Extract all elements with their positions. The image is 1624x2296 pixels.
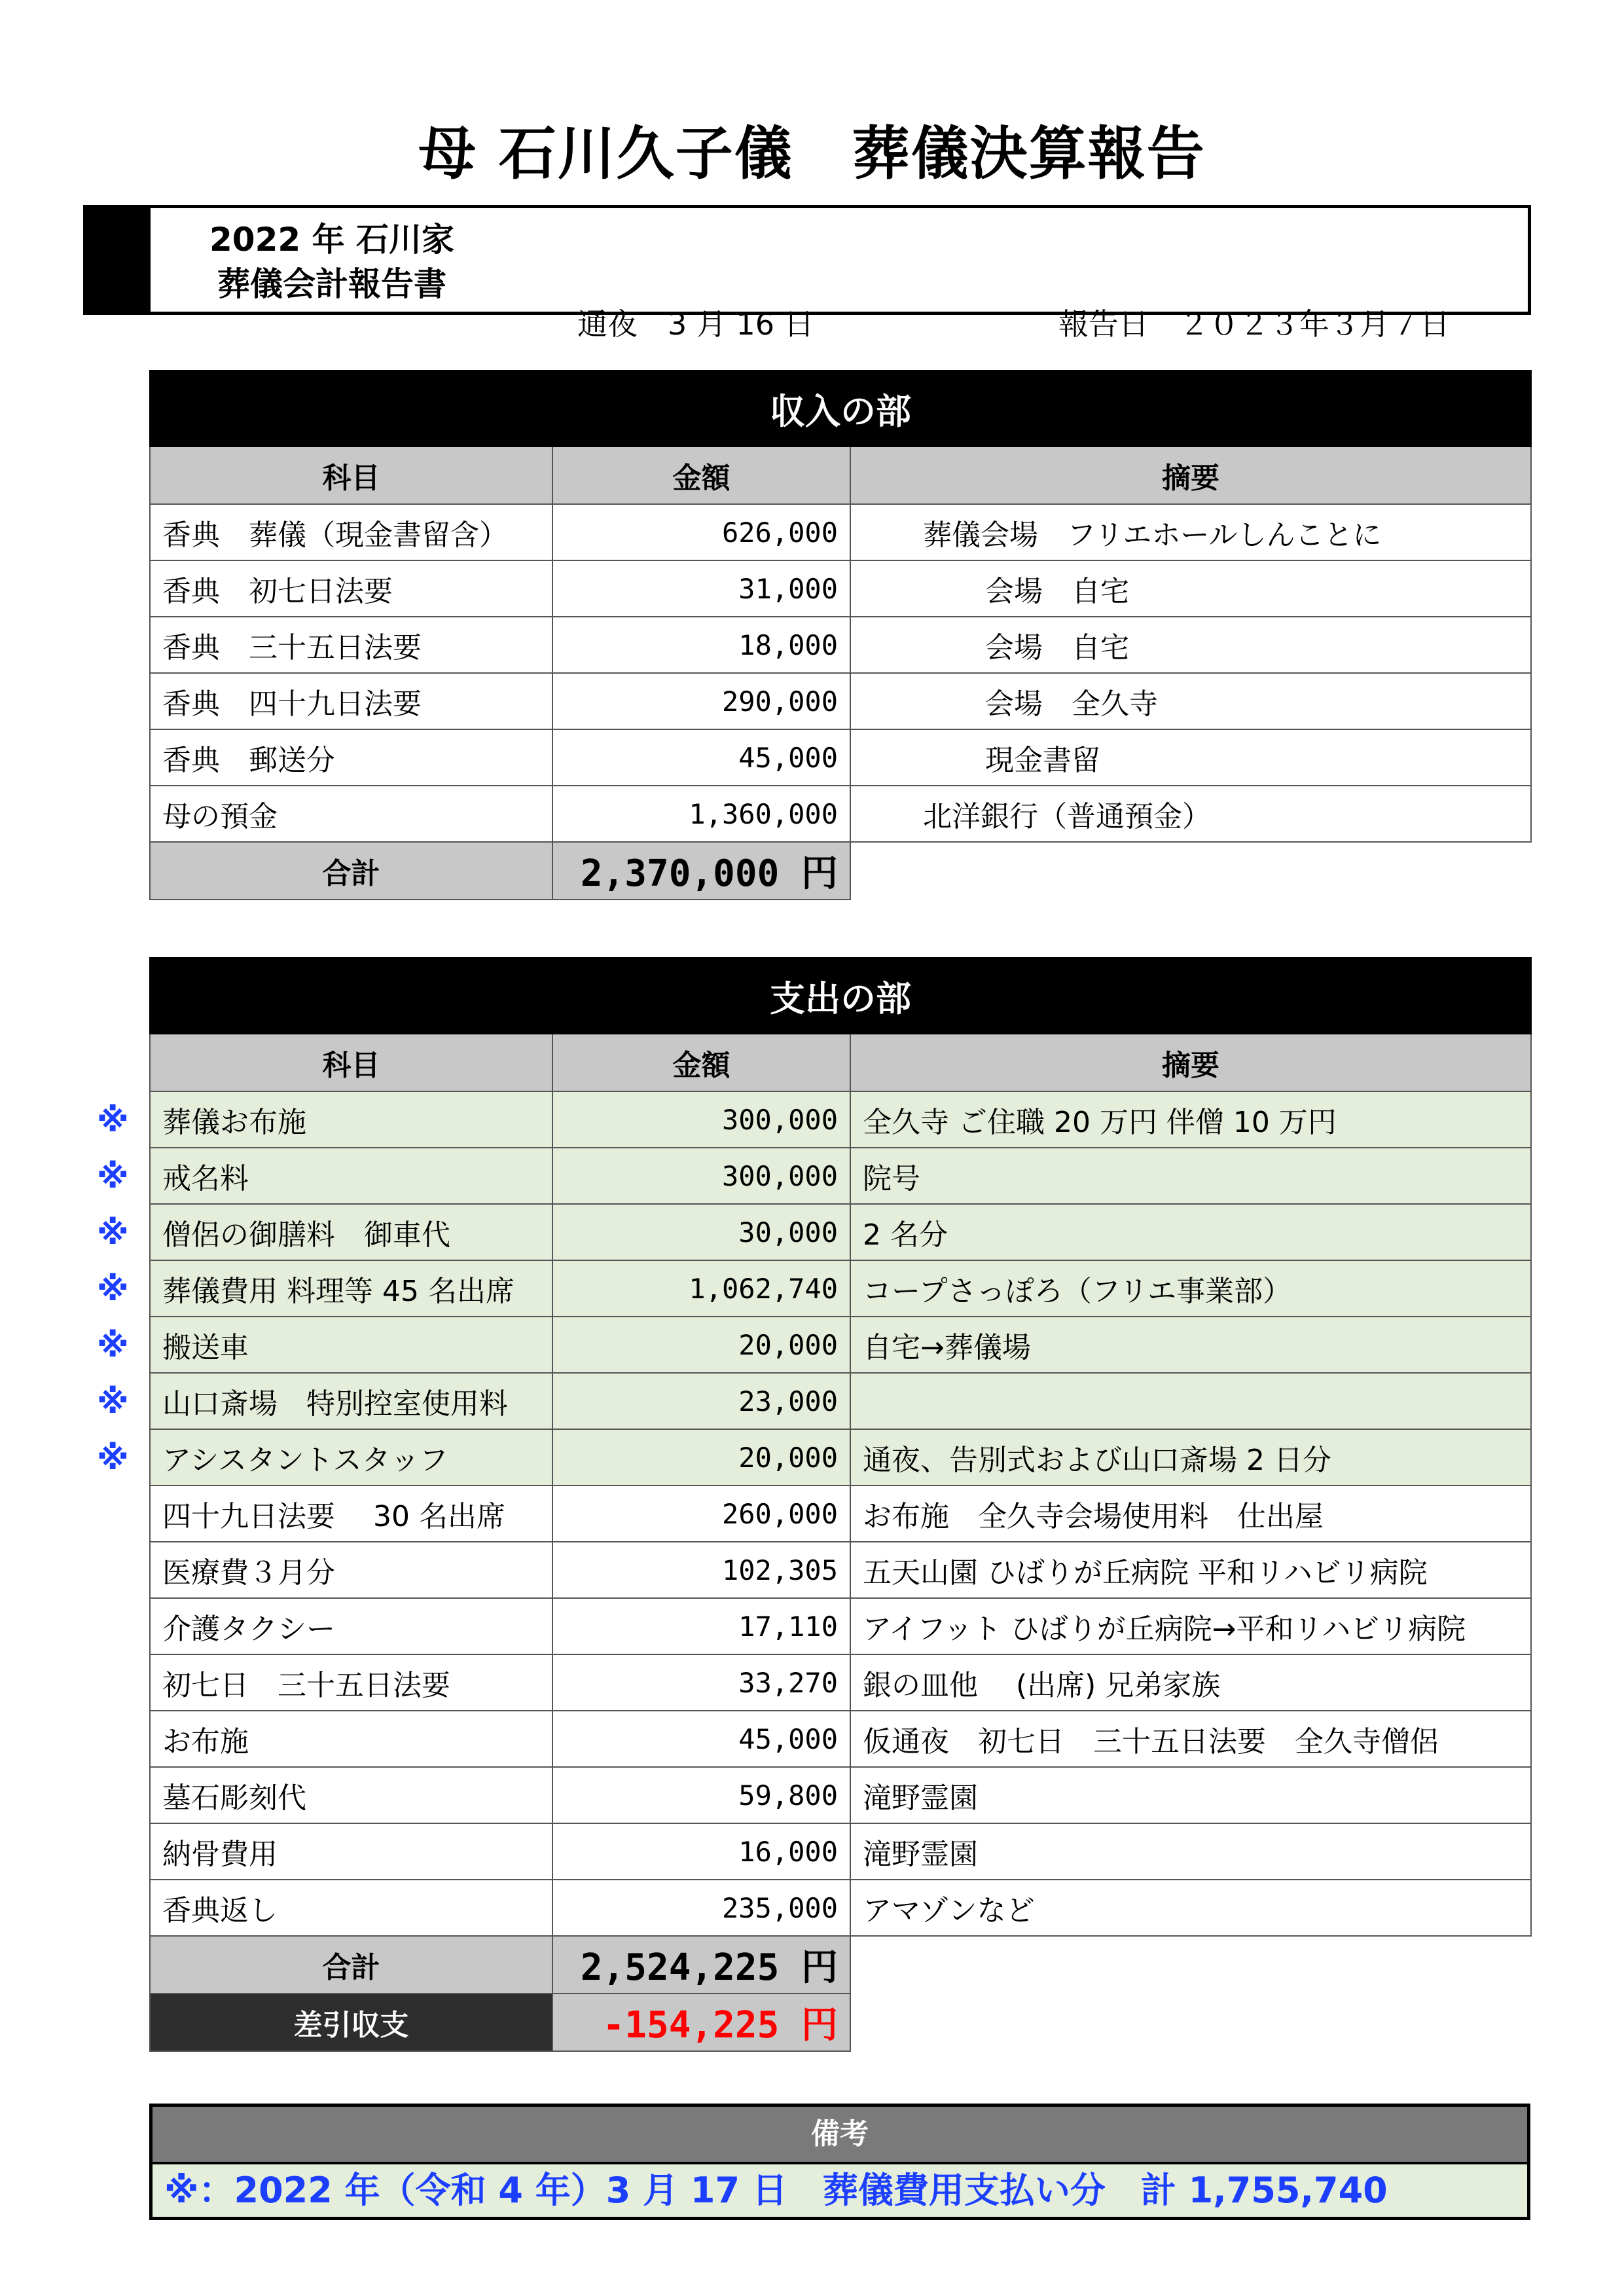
expense-mark: ※ xyxy=(97,1214,129,1252)
expense-amount: 102,305 xyxy=(552,1542,850,1598)
expense-desc: お布施 全久寺会場使用料 仕出屋 xyxy=(850,1485,1531,1542)
expense-mark: ※ xyxy=(97,1383,129,1421)
expense-amount: 59,800 xyxy=(552,1767,850,1823)
table-row xyxy=(150,504,1531,560)
income-amount: 18,000 xyxy=(552,617,850,673)
page-title: 母 石川久子儀 葬儀決算報告 xyxy=(418,120,1206,187)
expense-amount: 235,000 xyxy=(552,1880,850,1936)
expense-total-label: 合計 xyxy=(150,1936,552,1994)
expense-desc: 銀の皿他 (出席) 兄弟家族 xyxy=(850,1654,1531,1711)
report-date: 報告日 ２０２３年３月７日 xyxy=(1058,306,1450,342)
income-amount: 31,000 xyxy=(552,560,850,617)
expense-table xyxy=(149,957,1532,2052)
notes-text: ※：2022 年（令和 4 年）3 月 17 日 葬儀費用支払い分 計 1,755,740 xyxy=(153,2164,1527,2217)
expense-amount: 33,270 xyxy=(552,1654,850,1711)
table-row xyxy=(150,560,1531,617)
expense-desc: 院号 xyxy=(850,1148,1531,1204)
expense-desc: コープさっぽろ（フリエ事業部） xyxy=(850,1260,1531,1317)
table-row xyxy=(150,1148,1531,1204)
notes-heading: 備考 xyxy=(153,2107,1527,2164)
income-item: 香典 初七日法要 xyxy=(150,560,552,617)
expense-col-desc: 摘要 xyxy=(850,1034,1531,1091)
table-row xyxy=(150,1485,1531,1542)
income-total-row xyxy=(150,842,1531,900)
balance-amount: -154,225 円 xyxy=(552,1994,850,2051)
income-total-amount: 2,370,000 円 xyxy=(552,842,850,900)
expense-amount: 1,062,740 xyxy=(552,1260,850,1317)
expense-amount: 30,000 xyxy=(552,1204,850,1260)
table-row xyxy=(150,729,1531,786)
expense-item: お布施 xyxy=(150,1711,552,1767)
expense-amount: 300,000 xyxy=(552,1148,850,1204)
expense-col-item: 科目 xyxy=(150,1034,552,1091)
income-col-amount: 金額 xyxy=(552,446,850,504)
income-desc: 北洋銀行（普通預金） xyxy=(850,786,1531,842)
expense-amount: 23,000 xyxy=(552,1373,850,1429)
expense-mark: ※ xyxy=(97,1326,129,1364)
income-item: 香典 郵送分 xyxy=(150,729,552,786)
expense-heading: 支出の部 xyxy=(150,958,1531,1034)
table-row xyxy=(150,1373,1531,1429)
table-row xyxy=(150,1260,1531,1317)
income-amount: 1,360,000 xyxy=(552,786,850,842)
income-col-desc: 摘要 xyxy=(850,446,1531,504)
income-desc: 現金書留 xyxy=(850,729,1531,786)
table-row xyxy=(150,1767,1531,1823)
expense-amount: 16,000 xyxy=(552,1823,850,1880)
expense-item: 山口斎場 特別控室使用料 xyxy=(150,1373,552,1429)
table-row xyxy=(150,1880,1531,1936)
table-row xyxy=(150,786,1531,842)
expense-total-row xyxy=(150,1936,1531,1994)
expense-item: 医療費３月分 xyxy=(150,1542,552,1598)
expense-desc: 五天山園 ひばりが丘病院 平和リハビリ病院 xyxy=(850,1542,1531,1598)
report-name xyxy=(185,217,479,306)
expense-desc: 2 名分 xyxy=(850,1204,1531,1260)
income-amount: 626,000 xyxy=(552,504,850,560)
income-item: 香典 四十九日法要 xyxy=(150,673,552,729)
expense-mark: ※ xyxy=(97,1101,129,1139)
expense-item: 搬送車 xyxy=(150,1317,552,1373)
income-total-label: 合計 xyxy=(150,842,552,900)
expense-item: 納骨費用 xyxy=(150,1823,552,1880)
income-desc: 会場 全久寺 xyxy=(850,673,1531,729)
expense-item: 初七日 三十五日法要 xyxy=(150,1654,552,1711)
report-name-line2: 葬儀会計報告書 xyxy=(217,265,446,303)
table-row xyxy=(150,1711,1531,1767)
income-table xyxy=(149,370,1532,900)
expense-desc xyxy=(850,1373,1531,1429)
table-row xyxy=(150,1542,1531,1598)
table-row xyxy=(150,1823,1531,1880)
expense-item: 香典返し xyxy=(150,1880,552,1936)
expense-amount: 17,110 xyxy=(552,1598,850,1654)
table-row xyxy=(150,1317,1531,1373)
expense-item: 葬儀お布施 xyxy=(150,1091,552,1148)
expense-amount: 45,000 xyxy=(552,1711,850,1767)
expense-amount: 300,000 xyxy=(552,1091,850,1148)
table-row xyxy=(150,617,1531,673)
income-heading: 収入の部 xyxy=(150,371,1531,446)
expense-desc: 滝野霊園 xyxy=(850,1823,1531,1880)
expense-item: 僧侶の御膳料 御車代 xyxy=(150,1204,552,1260)
expense-desc: 仮通夜 初七日 三十五日法要 全久寺僧侶 xyxy=(850,1711,1531,1767)
expense-item: 葬儀費用 料理等 45 名出席 xyxy=(150,1260,552,1317)
income-desc: 会場 自宅 xyxy=(850,617,1531,673)
expense-desc: アイフット ひばりが丘病院→平和リハビリ病院 xyxy=(850,1598,1531,1654)
expense-amount: 260,000 xyxy=(552,1485,850,1542)
expense-item: 戒名料 xyxy=(150,1148,552,1204)
info-black-bar xyxy=(86,208,151,312)
expense-mark: ※ xyxy=(97,1439,129,1477)
notes-box xyxy=(149,2104,1530,2220)
expense-item: アシスタントスタッフ xyxy=(150,1429,552,1485)
table-row xyxy=(150,1204,1531,1260)
expense-col-amount: 金額 xyxy=(552,1034,850,1091)
expense-desc: 全久寺 ご住職 20 万円 伴僧 10 万円 xyxy=(850,1091,1531,1148)
expense-desc: 自宅→葬儀場 xyxy=(850,1317,1531,1373)
income-item: 香典 三十五日法要 xyxy=(150,617,552,673)
expense-mark: ※ xyxy=(97,1270,129,1308)
income-desc: 会場 自宅 xyxy=(850,560,1531,617)
expense-amount: 20,000 xyxy=(552,1429,850,1485)
expense-amount: 20,000 xyxy=(552,1317,850,1373)
report-info-box xyxy=(83,205,1531,342)
expense-item: 墓石彫刻代 xyxy=(150,1767,552,1823)
expense-desc: アマゾンなど xyxy=(850,1880,1531,1936)
income-item: 香典 葬儀（現金書留含） xyxy=(150,504,552,560)
table-row xyxy=(150,1091,1531,1148)
table-row xyxy=(150,1429,1531,1485)
table-row xyxy=(150,1598,1531,1654)
expense-mark: ※ xyxy=(97,1157,129,1195)
income-item: 母の預金 xyxy=(150,786,552,842)
expense-desc: 通夜、告別式および山口斎場 2 日分 xyxy=(850,1429,1531,1485)
balance-row xyxy=(150,1994,1531,2051)
table-row xyxy=(150,1654,1531,1711)
expense-item: 四十九日法要 30 名出席 xyxy=(150,1485,552,1542)
table-row xyxy=(150,673,1531,729)
tsuya-date: 通夜 3 月 16 日 xyxy=(577,306,814,342)
expense-item: 介護タクシー xyxy=(150,1598,552,1654)
balance-label: 差引収支 xyxy=(150,1994,552,2051)
income-desc: 葬儀会場 フリエホールしんことに xyxy=(850,504,1531,560)
expense-desc: 滝野霊園 xyxy=(850,1767,1531,1823)
report-name-line1: 2022 年 石川家 xyxy=(209,221,454,259)
expense-total-amount: 2,524,225 円 xyxy=(552,1936,850,1994)
income-amount: 290,000 xyxy=(552,673,850,729)
income-col-item: 科目 xyxy=(150,446,552,504)
income-amount: 45,000 xyxy=(552,729,850,786)
